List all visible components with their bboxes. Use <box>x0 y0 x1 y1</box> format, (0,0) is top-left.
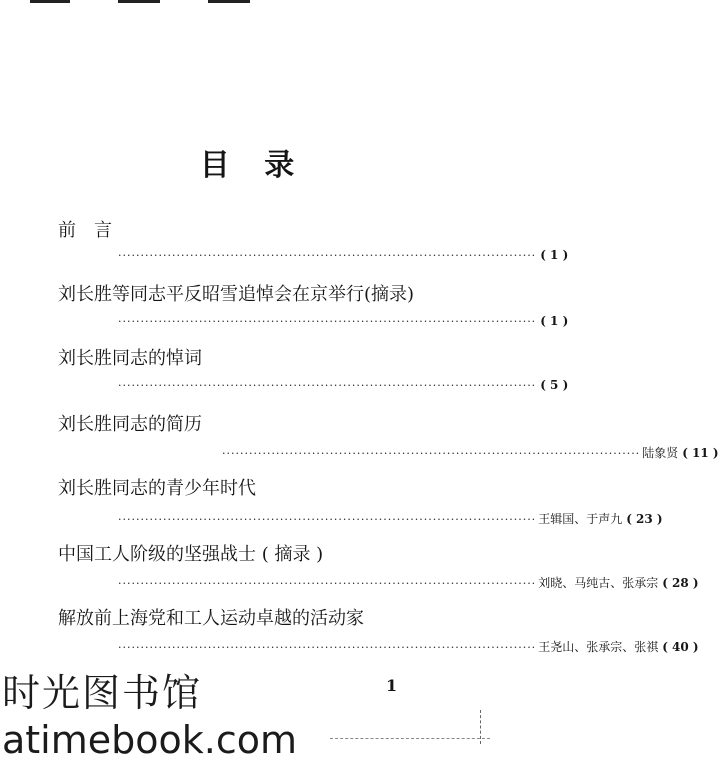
toc-entry-leader <box>118 248 569 262</box>
toc-entry-page: ( 1 ) <box>540 314 569 328</box>
page-number: 1 <box>386 676 398 695</box>
toc-entry-leader <box>222 444 719 461</box>
toc-entry-author: 刘晓、马纯古、张承宗 <box>538 576 659 590</box>
watermark-title: 时光图书馆 <box>2 671 203 715</box>
toc-entry-title: 中国工人阶级的坚强战士 ( 摘录 ) <box>58 544 324 565</box>
top-rule <box>208 0 250 3</box>
toc-entry-page: ( 23 ) <box>626 512 663 526</box>
dot-leader: ····························································································· <box>222 447 641 460</box>
toc-entry-author: 王辑国、于声九 <box>538 512 623 526</box>
toc-entry-leader <box>118 378 569 392</box>
toc-entry-author: 陆象贤 <box>642 446 679 460</box>
toc-entry-title: 刘长胜等同志平反昭雪追悼会在京举行(摘录) <box>58 284 415 305</box>
toc-title: 目 录 <box>199 148 307 183</box>
toc-entry-page: ( 40 ) <box>662 640 699 654</box>
toc-entry-leader <box>118 510 663 527</box>
toc-entry-title: 前 言 <box>58 220 112 241</box>
dot-leader: ····························································································· <box>118 577 537 590</box>
top-rule <box>30 0 70 3</box>
toc-entry-page: ( 28 ) <box>662 576 699 590</box>
scan-edge-mark <box>330 738 490 740</box>
toc-entry-page: ( 1 ) <box>540 248 569 262</box>
top-rule <box>118 0 160 3</box>
toc-entry-leader <box>118 314 569 328</box>
toc-entry-title: 刘长胜同志的简历 <box>58 414 202 435</box>
dot-leader: ····························································································· <box>118 379 537 392</box>
dot-leader: ····························································································· <box>118 249 537 262</box>
dot-leader: ····························································································· <box>118 513 537 526</box>
toc-entry-leader <box>118 574 699 591</box>
toc-entry-page: ( 5 ) <box>540 378 569 392</box>
dot-leader: ····························································································· <box>118 641 537 654</box>
toc-entry-page: ( 11 ) <box>682 446 719 460</box>
dot-leader: ····························································································· <box>118 315 537 328</box>
watermark-url: atimebook.com <box>2 718 298 762</box>
toc-entry-author: 王尧山、张承宗、张祺 <box>538 640 659 654</box>
toc-entry-title: 刘长胜同志的悼词 <box>58 348 202 369</box>
toc-entry-title: 刘长胜同志的青少年时代 <box>58 478 256 499</box>
toc-entry-title: 解放前上海党和工人运动卓越的活动家 <box>58 608 364 629</box>
toc-entry-leader <box>118 638 699 655</box>
